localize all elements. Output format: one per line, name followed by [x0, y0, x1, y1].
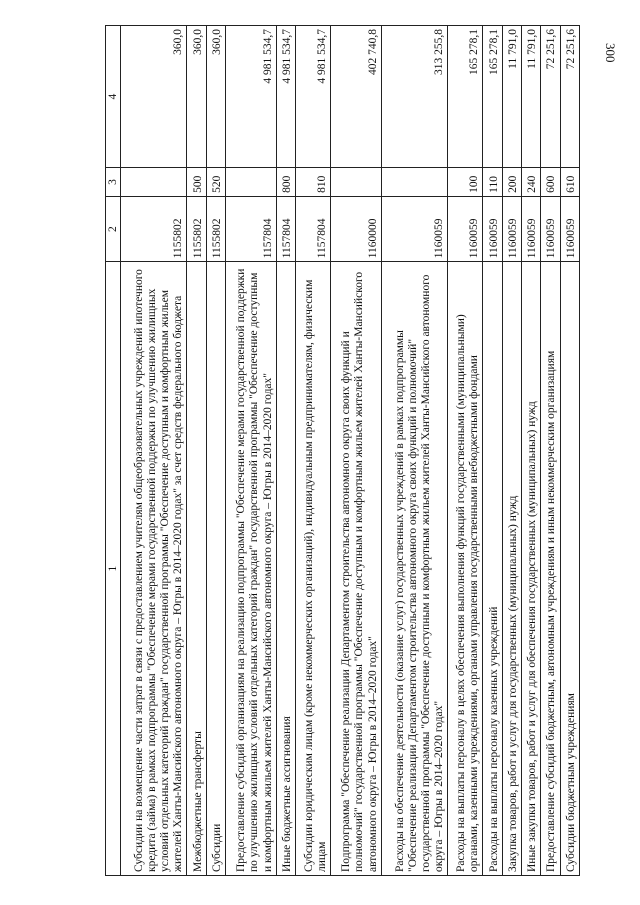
row-type-cell: 200 [502, 168, 521, 197]
row-type-cell [121, 168, 187, 197]
rotated-table-sheet [105, 25, 640, 872]
table-row [206, 26, 225, 876]
header-col-2: 2 [106, 196, 121, 261]
row-code-cell: 1157804 [276, 196, 295, 261]
row-type-cell: 500 [187, 168, 206, 197]
row-name-cell: Субсидии юридическим лицам (кроме некоммерческих организаций), индивидуальным предпринимателям, физическим лицам [296, 262, 331, 876]
row-type-cell: 240 [522, 168, 541, 197]
row-name-cell: Субсидии на возмещение части затрат в связи с предоставлением учителям общеобразовательных учреждений ипотечного кредита (займа) в рамках подпрограммы "Обеспечение мерами государственной поддержки по улучшению жилищных условий отдельных категорий граждан" государственной программы "Обеспечение доступным и комфортным жильем жителей Ханты-Мансийского автономного округа – Югры в 2014–2020 годах" за счет средств федерального бюджета [121, 262, 187, 876]
row-amount-cell: 11 791,0 [502, 26, 521, 168]
row-code-cell: 1160059 [381, 196, 447, 261]
row-name-cell: Субсидии бюджетным учреждениям [560, 262, 579, 876]
table-row [331, 26, 382, 876]
row-amount-cell: 11 791,0 [522, 26, 541, 168]
table-row [502, 26, 521, 876]
row-name-cell: Расходы на выплаты персоналу казенных учреждений [483, 262, 502, 876]
row-code-cell: 1160059 [541, 196, 560, 261]
row-type-cell [226, 168, 277, 197]
table-row [483, 26, 502, 876]
row-code-cell: 1157804 [296, 196, 331, 261]
row-type-cell: 520 [206, 168, 225, 197]
row-type-cell: 110 [483, 168, 502, 197]
page-number: 300 [603, 43, 618, 63]
row-amount-cell: 402 740,8 [331, 26, 382, 168]
row-name-cell: Предоставление субсидий бюджетным, автономным учреждениям и иным некоммерческим организациям [541, 262, 560, 876]
row-name-cell: Расходы на выплаты персоналу в целях обеспечения выполнения функций государственными (муниципальными) органами, казенными учреждениями, органами управления государственными внебюджетными фондами [448, 262, 483, 876]
row-name-cell: Межбюджетные трансферты [187, 262, 206, 876]
row-name-cell: Предоставление субсидий организациям на реализацию подпрограммы "Обеспечение мерами государственной поддержки по улучшению жилищных условий отдельных категорий граждан" государственной программы "Обеспечение доступным и комфортным жильем жителей Ханты-Мансийского автономного округа – Югры в 2014–2020 годах" [226, 262, 277, 876]
row-code-cell: 1160000 [331, 196, 382, 261]
row-code-cell: 1160059 [448, 196, 483, 261]
row-code-cell: 1155802 [187, 196, 206, 261]
row-amount-cell: 72 251,6 [541, 26, 560, 168]
table-row [226, 26, 277, 876]
table-row [296, 26, 331, 876]
row-code-cell: 1160059 [483, 196, 502, 261]
header-col-3: 3 [106, 168, 121, 197]
row-code-cell: 1160059 [522, 196, 541, 261]
row-type-cell [331, 168, 382, 197]
row-type-cell: 810 [296, 168, 331, 197]
row-name-cell: Подпрограмма "Обеспечение реализации Департаментом строительства автономного округа своих функций и полномочий" государственной программы "Обеспечение доступным и комфортным жильем жителей Ханты-Мансийского автономного округа – Югры в 2014–2020 годах" [331, 262, 382, 876]
row-name-cell: Субсидии [206, 262, 225, 876]
table-row [381, 26, 447, 876]
table-row [121, 26, 187, 876]
budget-table [105, 25, 580, 876]
table-row [541, 26, 560, 876]
row-type-cell: 600 [541, 168, 560, 197]
table-row [187, 26, 206, 876]
row-code-cell: 1155802 [206, 196, 225, 261]
header-col-4: 4 [106, 26, 121, 168]
row-code-cell: 1160059 [502, 196, 521, 261]
row-code-cell: 1157804 [226, 196, 277, 261]
table-row [560, 26, 579, 876]
table-rotator [105, 25, 580, 876]
table-body [121, 26, 580, 876]
row-type-cell: 100 [448, 168, 483, 197]
row-type-cell [381, 168, 447, 197]
row-type-cell: 610 [560, 168, 579, 197]
row-amount-cell: 360,0 [121, 26, 187, 168]
header-row [106, 26, 121, 876]
row-amount-cell: 4 981 534,7 [276, 26, 295, 168]
row-amount-cell: 165 278,1 [483, 26, 502, 168]
row-amount-cell: 72 251,6 [560, 26, 579, 168]
row-name-cell: Расходы на обеспечение деятельности (оказание услуг) государственных учреждений в рамках подпрограммы "Обеспечение реализации Департаментом строительства автономного округа своих функций и полномочий" государственной программы "Обеспечение доступным и комфортным жильем жителей Ханты-Мансийского автономного округа – Югры в 2014–2020 годах" [381, 262, 447, 876]
row-amount-cell: 313 255,8 [381, 26, 447, 168]
table-row [522, 26, 541, 876]
row-type-cell: 800 [276, 168, 295, 197]
row-amount-cell: 4 981 534,7 [296, 26, 331, 168]
row-code-cell: 1155802 [121, 196, 187, 261]
row-name-cell: Закупка товаров, работ и услуг для государственных (муниципальных) нужд [502, 262, 521, 876]
row-code-cell: 1160059 [560, 196, 579, 261]
row-amount-cell: 360,0 [187, 26, 206, 168]
header-col-1: 1 [106, 262, 121, 876]
table-row [448, 26, 483, 876]
row-name-cell: Иные бюджетные ассигнования [276, 262, 295, 876]
row-amount-cell: 360,0 [206, 26, 225, 168]
row-amount-cell: 4 981 534,7 [226, 26, 277, 168]
row-amount-cell: 165 278,1 [448, 26, 483, 168]
row-name-cell: Иные закупки товаров, работ и услуг для обеспечения государственных (муниципальных) нужд [522, 262, 541, 876]
table-row [276, 26, 295, 876]
